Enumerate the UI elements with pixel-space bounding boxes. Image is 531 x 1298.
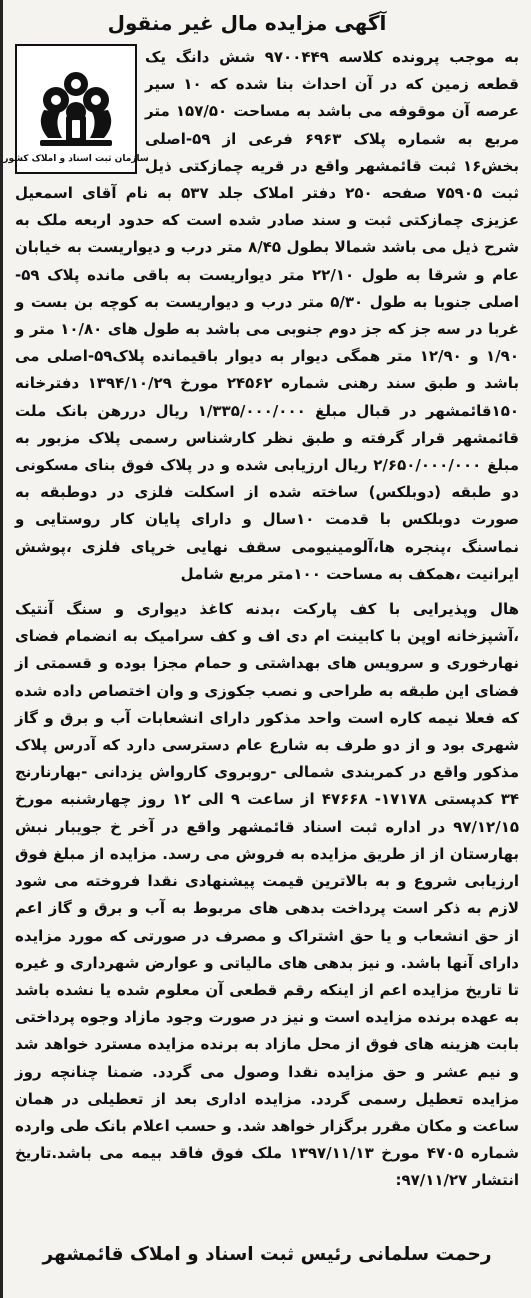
notice-title: آگهی مزایده مال غیر منقول	[107, 11, 387, 35]
registry-logo	[3, 44, 149, 174]
registry-emblem-icon	[26, 52, 126, 150]
signature: رحمت سلمانی رئیس ثبت اسناد و املاک قائمشهر	[42, 1244, 492, 1265]
notice-paragraph-1: به موجب پرونده کلاسه ۹۷۰۰۴۴۹ شش دانگ یک قطعه زمین که در آن احداث بنا شده که ۱۰ سیر عرصه آن موقوفه می باشد به مساحت ۱۵۷/۵۰ متر مربع به شماره پلاک ۶۹۶۳ فرعی از ۵۹-اصلی بخش۱۶ ثبت قائمشهر واقع در قریه چمازکتی ذیل ثبت ۷۵۹۰۵ صفحه ۲۵۰ دفتر املاک جلد ۵۳۷ به نام آقای اسمعیل عزیزی چمازکتی ثبت و سند صادر شده است که حدود اربعه ملک به شرح ذیل می باشد شمالا بطول ۸/۴۵ متر درب و دیواریست به خیابان عام و شرقا به طول ۲۲/۱۰ متر دیواریست به باقی مانده پلاک ۵۹-اصلی جنوبا به طول ۵/۳۰ متر درب و دیواریست به کوچه بن بست و غربا در سه جز که جز دوم جنوبی می باشد به طول های ۱۰/۸۰ متر و ۱/۹۰ و ۱۲/۹۰ متر همگی دیوار به دیوار باقیمانده پلاک۵۹-اصلی می باشد و طبق سند رهنی شماره ۲۴۵۶۲ مورخ ۱۳۹۴/۱۰/۲۹ دفترخانه ۱۵۰قائمشهر در قبال مبلغ ۱/۳۳۵/۰۰۰/۰۰۰ ریال دررهن بانک ملت قائمشهر قرار گرفته و طبق نظر کارشناس رسمی پلاک مزبور به مبلغ ۲/۶۵۰/۰۰۰/۰۰۰ ریال ارزیابی شده و در پلاک فوق بنای مسکونی دو طبقه (دوبلکس) ساخته شده از اسکلت فلزی در دوطبقه به صورت دوبلکس با قدمت ۱۰سال و دارای پایان کار روستایی و نماسنگ ،پنجره ها،آلومینیومی سقف نهایی خرپای فلزی ،پوشش ایرانیت ،همکف به مساحت ۱۰۰متر مربع شامل	[15, 48, 520, 583]
logo-caption: سازمان ثبت اسناد و املاک کشور	[3, 154, 149, 164]
notice-body	[3, 44, 520, 1195]
notice-paragraph-2: هال وپذیرایی با کف پارکت ،بدنه کاغذ دیواری و سنگ آنتیک ،آشپزخانه اوپن با کابینت ام دی اف و کف سرامیک به انضمام فضای نهارخوری و سرویس های بهداشتی و حمام مجزا بوده و قسمتی از فضای این طبقه به طراحی و نصب جکوزی و وان اختصاص داده شده که فعلا نیمه کاره است واحد مذکور دارای انشعابات آب و برق و گاز شهری بود و از دو طرف به شارع عام دسترسی دارد که آدرس پلاک مذکور واقع در کمربندی شمالی -روبروی کارواش یزدانی -بهارنارنج ۳۴ کدپستی ۱۷۱۷۸- ۴۷۶۶۸ از ساعت ۹ الی ۱۲ روز چهارشنبه مورخ ۹۷/۱۲/۱۵ در اداره ثبت اسناد قائمشهر واقع در آخر خ جویبار نبش بهارستان از از طریق مزایده به فروش می رسد. مزایده از مبلغ فوق ارزیابی شروع و به بالاترین قیمت پیشنهادی نقدا فروخته می شود لازم به ذکر است پرداخت بدهی های مربوط به آب و برق و گاز اعم از حق انشعاب و یا حق اشتراک و مصرف در صورتی که مورد مزایده دارای آنها باشد. و نیز بدهی های مالیاتی و عوارض شهرداری و غیره تا تاریخ مزایده اعم از اینکه رقم قطعی آن معلوم شده یا نشده باشد به عهده برنده مزایده است و نیز در صورت وجود مازاد وجوه پرداختی بابت هزینه های فوق از محل مازاد به برنده مزایده مسترد خواهد شد و نیم عشر و حق مزایده نقدا وصول می گردد. ضمنا چنانچه روز مزایده تعطیل رسمی گردد. مزایده اداری بعد از تعطیلی در همان ساعت و مکان مقرر برگزار خواهد شد. و حسب اعلام بانک طی وارده شماره ۴۷۰۵ مورخ ۱۳۹۷/۱۱/۱۳ ملک فوق فاقد بیمه می باشد.تاریخ انتشار ۹۷/۱۱/۲۷:	[15, 600, 519, 1190]
